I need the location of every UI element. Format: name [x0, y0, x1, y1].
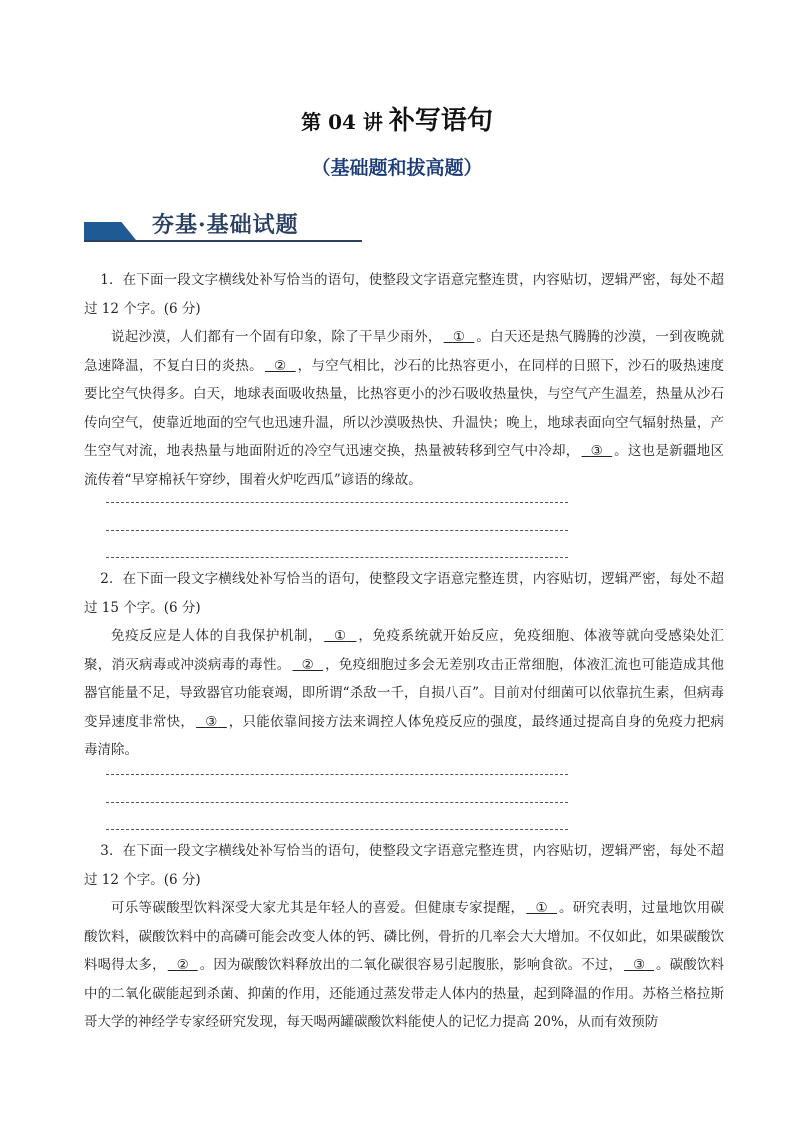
- blank-2[interactable]: ②: [176, 957, 189, 973]
- lecture-title: 补写语句: [388, 106, 493, 136]
- question-stem: 3．在下面一段文字横线处补写恰当的语句，使整段文字语意完整连贯，内容贴切，逻辑严密，每处不超过 12 个字。(6 分): [84, 843, 724, 888]
- section-banner-underline: [84, 240, 362, 242]
- blank-3[interactable]: ③: [632, 957, 646, 973]
- answer-line[interactable]: [106, 774, 568, 775]
- blank-3[interactable]: ③: [590, 443, 604, 459]
- section-banner-bar: [84, 222, 136, 240]
- question-2: [84, 565, 724, 765]
- blank-1[interactable]: ①: [452, 329, 466, 345]
- blank-3[interactable]: ③: [205, 713, 218, 730]
- page-title: [0, 100, 794, 137]
- question-passage: 可乐等碳酸型饮料深受大家尤其是年轻人的喜爱。但健康专家提醒， ① 。研究表明，过量地饮用碳酸饮料，碳酸饮料中的高磷可能会改变人体的钙、磷比例，骨折的几率会大大增加。不仅如此，如果碳酸饮料喝得太多， ② 。因为碳酸饮料释放出的二氧化碳很容易引起腹胀，影响食欲。不过， ③ 。碳酸饮料中的二氧化碳能起到杀菌、抑菌的作用，还能通过蒸发带走人体内的热量，起到降温的作用。苏格兰格拉斯哥大学的神经学专家经研究发现，每天喝两罐碳酸饮料能使人的记忆力提高 20%，从而有效预防: [84, 900, 725, 1030]
- answer-line[interactable]: [106, 530, 568, 531]
- question-3: [84, 837, 724, 1037]
- question-1: [84, 266, 724, 494]
- question-stem: 2．在下面一段文字横线处补写恰当的语句，使整段文字语意完整连贯，内容贴切，逻辑严密，每处不超过 15 个字。(6 分): [84, 571, 724, 616]
- question-passage: 免疫反应是人体的自我保护机制， ① ，免疫系统就开始反应，免疫细胞、体液等就向受感染处汇聚，消灭病毒或冲淡病毒的毒性。 ② ，免疫细胞过多会无差别攻击正常细胞，体液汇流也可能造成其他器官能量不足，导致器官功能衰竭，即所谓“杀敌一千，自损八百”。目前对付细菌可以依靠抗生素，但病毒变异速度非常快， ③ ，只能依靠间接方法来调控人体免疫反应的强度，最终通过提高自身的免疫力把病毒清除。: [84, 628, 725, 758]
- answer-line[interactable]: [106, 502, 568, 503]
- blank-1[interactable]: ①: [333, 628, 347, 644]
- question-stem: 1．在下面一段文字横线处补写恰当的语句，使整段文字语意完整连贯，内容贴切，逻辑严密，每处不超过 12 个字。(6 分): [84, 272, 724, 317]
- question-passage: 说起沙漠，人们都有一个固有印象，除了干旱少雨外， ① 。白天还是热气腾腾的沙漠，一到夜晚就急速降温，不复白日的炎热。 ② ，与空气相比，沙石的比热容更小，在同样的日照下，沙石的吸热速度要比空气快得多。白天，地球表面吸收热量，比热容更小的沙石吸收热量快，与空气产生温差，热量从沙石传向空气，使靠近地面的空气也迅速升温，所以沙漠吸热快、升温快；晚上，地球表面向空气辐射热量，产生空气对流，地表热量与地面附近的冷空气迅速交换，热量被转移到空气中冷却， ③ 。这也是新疆地区流传着“早穿棉袄午穿纱，围着火炉吃西瓜”谚语的缘故。: [84, 329, 725, 488]
- answer-line[interactable]: [106, 802, 568, 803]
- answer-line[interactable]: [106, 829, 568, 830]
- blank-2[interactable]: ②: [301, 656, 314, 673]
- blank-1[interactable]: ①: [535, 900, 548, 916]
- lecture-number: 第 04 讲: [301, 110, 383, 134]
- blank-2[interactable]: ②: [274, 357, 287, 374]
- section-banner: [84, 206, 374, 246]
- section-banner-label: 夯基·基础试题: [152, 212, 299, 238]
- page-subtitle: （基础题和拔高题）: [311, 157, 483, 179]
- answer-line[interactable]: [106, 557, 568, 558]
